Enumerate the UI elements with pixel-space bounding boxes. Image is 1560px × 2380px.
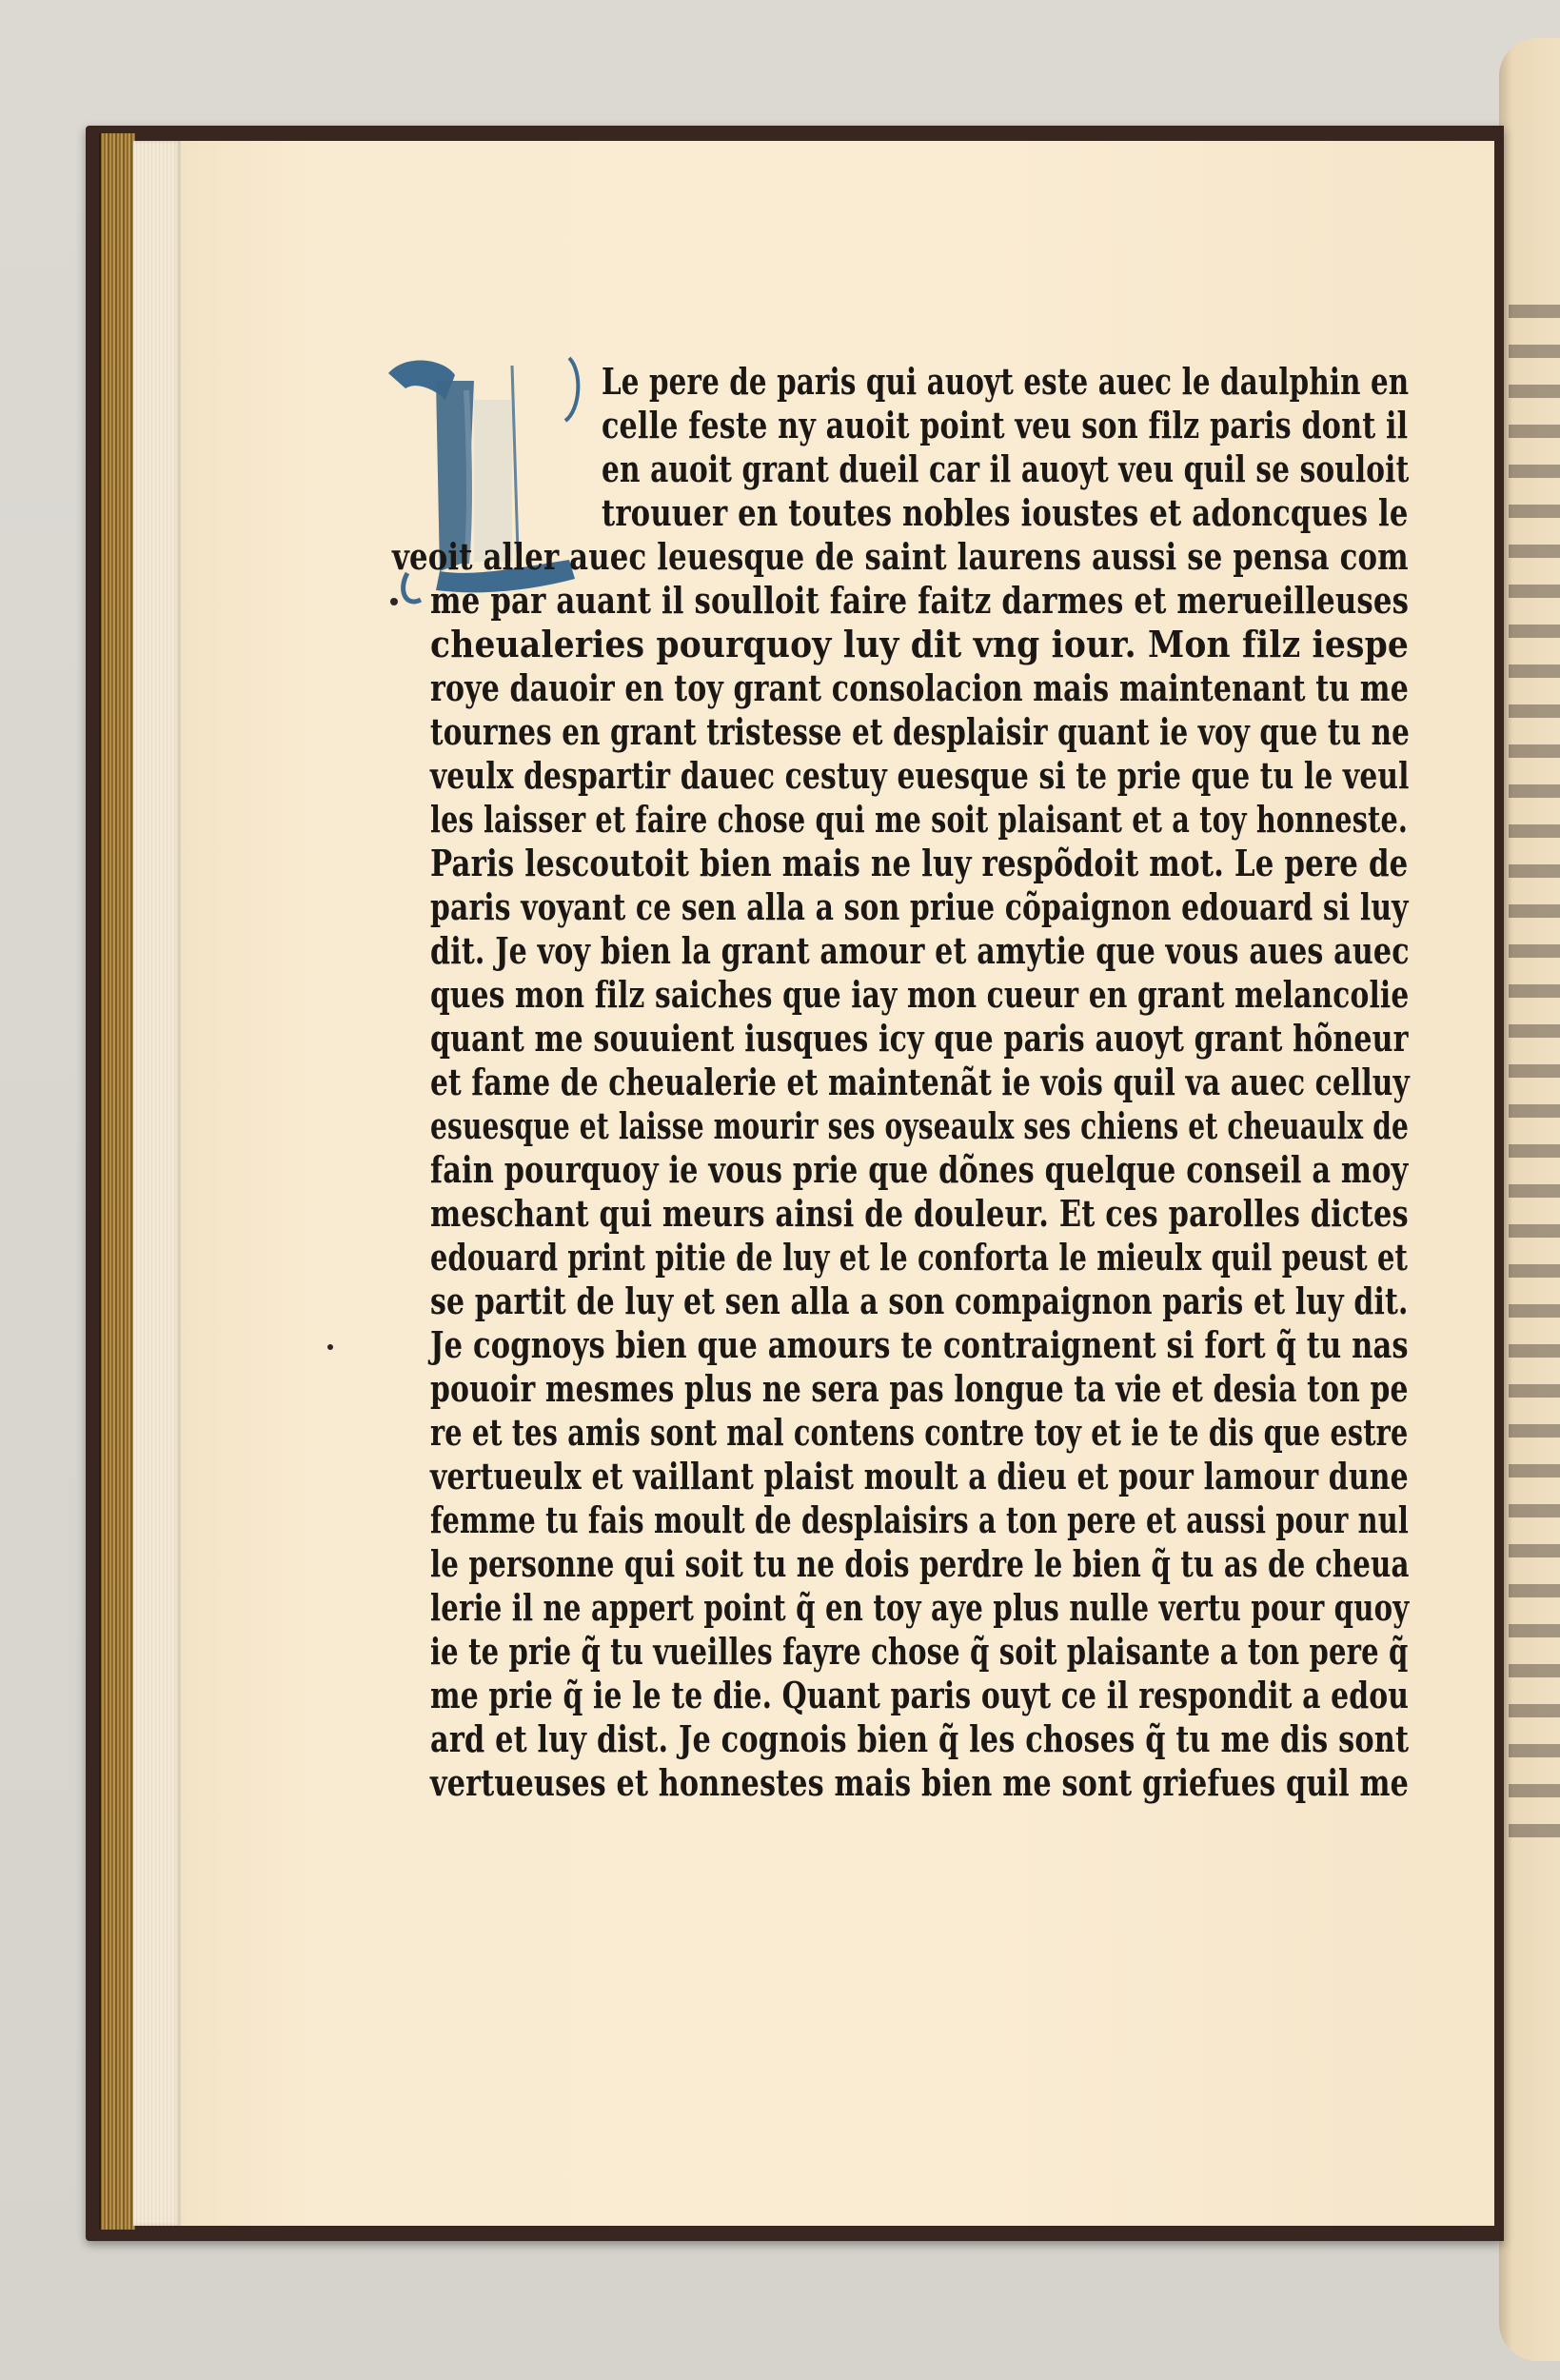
text-line: roye dauoir en toy grant consolacion mais maintenant tu me (430, 666, 1409, 709)
text-line: vertueuses et honnestes mais bien me sont griefues quil me (430, 1761, 1410, 1804)
text-line: se partit de luy et sen alla a son compaignon paris et luy dit. (430, 1279, 1409, 1322)
text-line: Le pere de paris qui auoyt este auec le daulphin en (602, 360, 1410, 403)
gilt-edge (99, 133, 135, 2230)
text-line: fain pourquoy ie vous prie que dõnes quelque conseil a moy (430, 1148, 1409, 1191)
text-line: en auoit grant dueil car il auoyt veu quil se souloit (602, 447, 1410, 490)
text-line: meschant qui meurs ainsi de douleur. Et ces parolles dictes (430, 1192, 1409, 1235)
text-line: tournes en grant tristesse et desplaisir quant ie voy que tu ne (430, 710, 1410, 753)
text-line: me prie q̃ ie le te die. Quant paris ouyt ce il respondit a edou (430, 1674, 1410, 1716)
text-line: ard et luy dist. Je cognois bien q̃ les choses q̃ tu me dis sont (430, 1717, 1410, 1760)
text-line: Paris lescoutoit bien mais ne luy respõdoit mot. Le pere de (430, 842, 1409, 884)
text-line: ie te prie q̃ tu vueilles fayre chose q̃ soit plaisante a ton pere q̃ (430, 1630, 1409, 1673)
ink-speck (390, 598, 398, 605)
text-line: veoit aller auec leuesque de saint laurens aussi se pensa com (392, 535, 1409, 578)
text-line: femme tu fais moult de desplaisirs a ton pere et aussi pour nul (430, 1498, 1409, 1541)
text-line: les laisser et faire chose qui me soit plaisant et a toy honneste. (430, 798, 1409, 841)
text-line: trouuer en toutes nobles ioustes et adoncques le (602, 491, 1409, 534)
text-line: pouoir mesmes plus ne sera pas longue ta vie et desia ton pe (430, 1367, 1409, 1410)
page-edges (133, 141, 181, 2226)
text-line: veulx despartir dauec cestuy euesque si te prie que tu le veul (430, 754, 1410, 797)
text-line: edouard print pitie de luy et le conforta le mieulx quil peust et (430, 1236, 1409, 1279)
text-line: dit. Je voy bien la grant amour et amytie que vous aues auec (430, 929, 1410, 972)
text-line: le personne qui soit tu ne dois perdre le bien q̃ tu as de cheua (430, 1542, 1410, 1585)
text-line: esuesque et laisse mourir ses oyseaulx ses chiens et cheuaulx de (430, 1104, 1410, 1147)
text-line: lerie il ne appert point q̃ en toy aye plus nulle vertu pour quoy (430, 1586, 1410, 1629)
text-line: re et tes amis sont mal contens contre toy et ie te dis que estre (430, 1411, 1409, 1454)
ink-speck (327, 1344, 333, 1350)
text-line: me par auant il soulloit faire faitz darmes et merueilleuses (430, 579, 1410, 622)
text-line: et fame de cheualerie et maintenãt ie vois quil va auec celluy (430, 1061, 1410, 1103)
text-line: paris voyant ce sen alla a son priue cõpaignon edouard si luy (430, 885, 1409, 928)
text-line: celle feste ny auoit point veu son filz paris dont il (602, 404, 1409, 446)
text-line: ques mon filz saiches que iay mon cueur en grant melancolie (430, 973, 1410, 1016)
text-line: vertueulx et vaillant plaist moult a dieu et pour lamour dune (430, 1455, 1409, 1497)
text-line: quant me souuient iusques icy que paris auoyt grant hõneur (430, 1017, 1409, 1060)
text-line: cheualeries pourquoy luy dit vng iour. Mon filz iespe (430, 623, 1410, 665)
facing-page-text-fragment (1509, 305, 1560, 1847)
text-line: Je cognoys bien que amours te contraignent si fort q̃ tu nas (430, 1323, 1409, 1366)
